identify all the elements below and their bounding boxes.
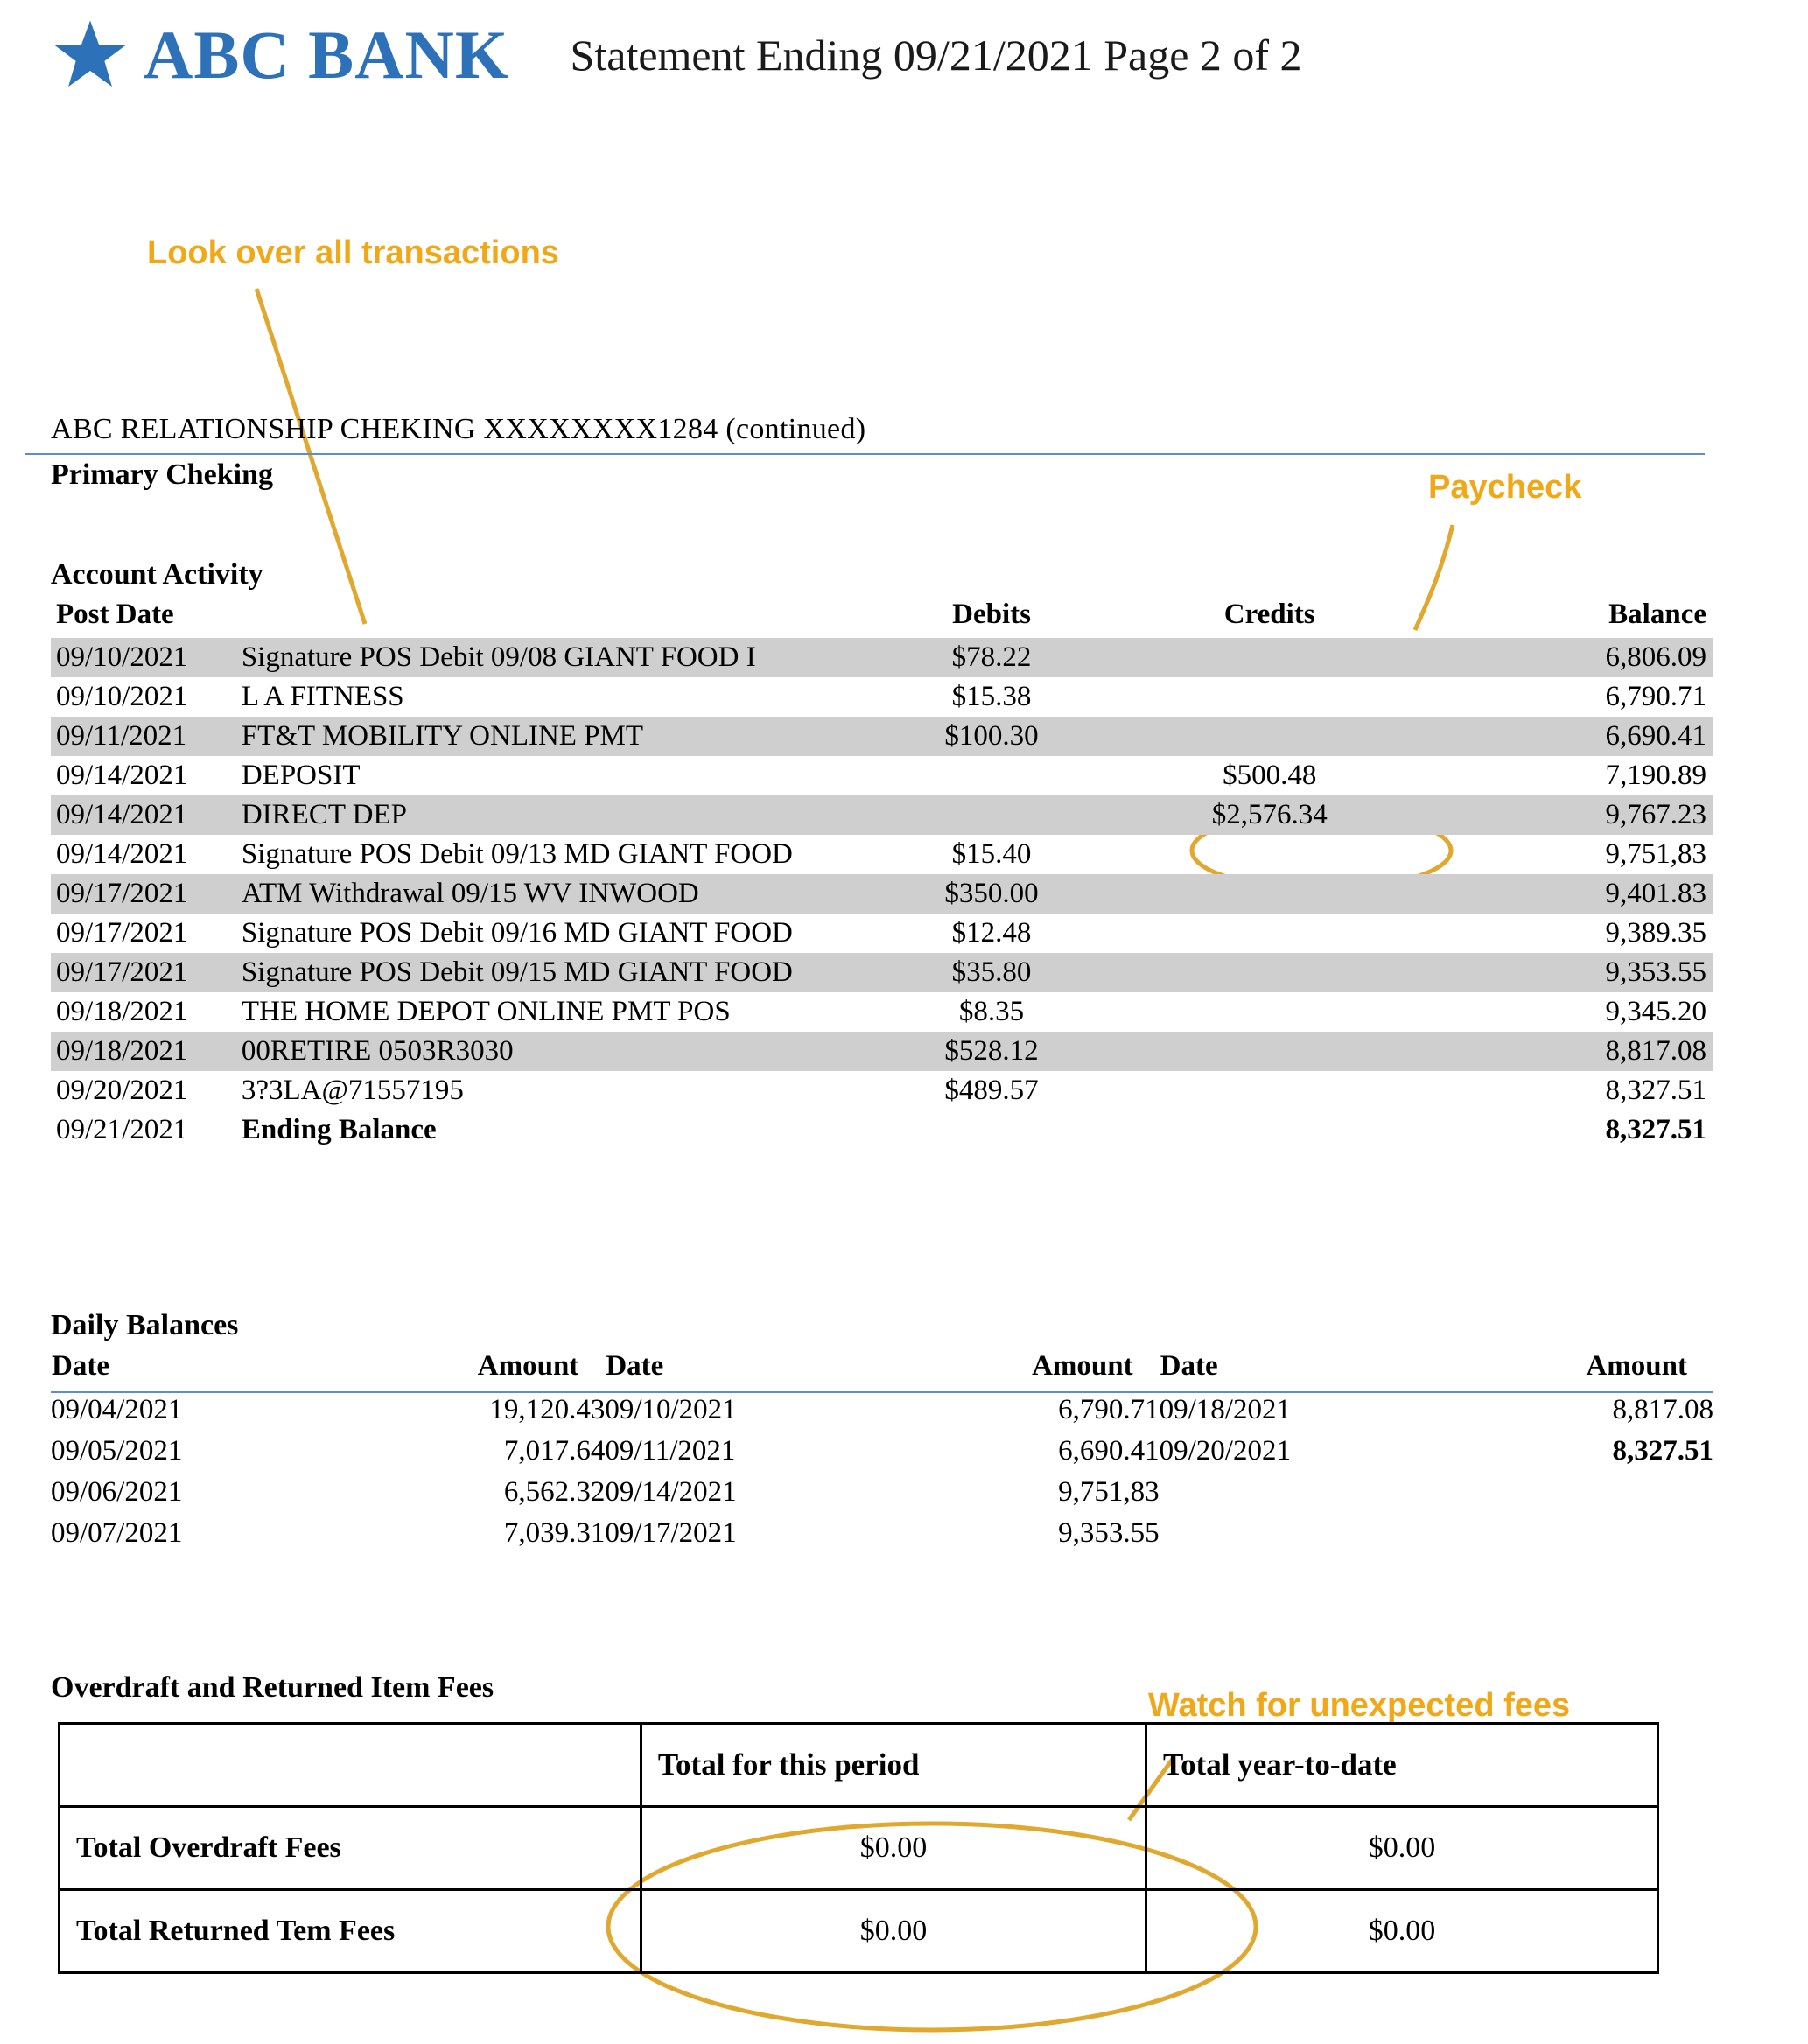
cell-credit: $2,576.34 [1124,795,1415,835]
cell-desc: L A FITNESS [241,681,404,712]
cell-debit [859,795,1125,835]
daily-balances-title: Daily Balances [51,1309,239,1341]
cell-amount [1412,1472,1713,1513]
cell-balance: 8,327.51 [1605,1074,1706,1106]
cell-date: 09/10/2021 [605,1394,737,1425]
cell-debit: $78.22 [859,638,1125,677]
cell-desc: DEPOSIT [241,760,361,791]
table-row [51,677,1713,717]
cell-date: 09/10/2021 [51,638,242,677]
cell-credit [1124,992,1415,1032]
daily-balances-table [51,1349,1713,1554]
overdraft-fees-table [58,1722,1659,1974]
col-debits: Debits [952,598,1031,630]
bank-name: ABC BANK [144,17,509,93]
table-row [51,1390,1713,1431]
cell-desc: Ending Balance [241,1114,437,1145]
cell-date: 09/05/2021 [51,1435,183,1466]
col-post-date: Post Date [56,598,174,630]
cell-balance: 9,389.35 [1605,917,1706,948]
cell-credit [1124,835,1415,874]
table-header-row [60,1724,1658,1807]
table-row [60,1807,1658,1890]
cell-desc: Signature POS Debit 09/08 GIANT FOOD I [242,638,859,677]
col-total-period: Total for this period [641,1724,1146,1807]
statement-title: Statement Ending 09/21/2021 Page 2 of 2 [570,31,1302,80]
cell-credit [1124,1032,1415,1071]
col-amount-1: Amount [477,1350,579,1382]
cell-balance: 8,817.08 [1415,1032,1713,1071]
cell-fee-period: $0.00 [641,1807,1146,1890]
cell-date: 09/11/2021 [51,717,242,756]
cell-amount: 7,039.31 [503,1517,606,1549]
cell-date: 09/11/2021 [605,1435,736,1466]
cell-date: 09/18/2021 [56,996,188,1027]
cell-debit: $100.30 [859,717,1125,756]
cell-date: 09/18/2021 [1159,1394,1291,1425]
cell-balance: 7,190.89 [1605,760,1706,791]
statement-header [53,7,1733,103]
cell-credit: $500.48 [1223,760,1317,791]
col-date-1: Date [52,1350,109,1382]
table-row [51,992,1713,1032]
cell-debit: $528.12 [859,1032,1125,1071]
account-type: Primary Cheking [51,458,274,491]
cell-date: 09/17/2021 [51,953,242,992]
cell-date [1160,1513,1413,1554]
table-header-row [51,1349,1713,1390]
cell-date: 09/10/2021 [56,681,188,712]
cell-balance: 6,790.71 [1605,681,1706,712]
cell-date: 09/21/2021 [56,1114,188,1145]
cell-date: 09/06/2021 [51,1476,183,1508]
cell-amount: 6,690.41 [1058,1435,1160,1466]
cell-desc: DIRECT DEP [242,795,859,835]
cell-balance: 9,353.55 [1415,953,1713,992]
cell-debit [859,756,1125,795]
table-row [51,1513,1713,1554]
cell-amount: 9,353.55 [1058,1517,1160,1549]
cell-balance: 9,401.83 [1415,874,1713,914]
cell-fee-ytd: $0.00 [1146,1890,1658,1973]
cell-credit [1124,717,1415,756]
table-row [51,1071,1713,1110]
table-row [51,795,1713,835]
cell-date [1160,1472,1413,1513]
star-icon [53,18,128,93]
cell-date: 09/18/2021 [51,1032,242,1071]
cell-debit [859,1110,1125,1150]
cell-date: 09/17/2021 [605,1517,737,1549]
cell-credit [1124,914,1415,953]
cell-amount: 7,017.64 [503,1435,606,1466]
cell-balance: 6,690.41 [1415,717,1713,756]
table-row [51,953,1713,992]
cell-debit: $12.48 [951,917,1032,948]
cell-desc: ATM Withdrawal 09/15 WV INWOOD [242,874,859,914]
col-credits: Credits [1223,598,1315,630]
col-description [242,598,859,638]
account-activity-title: Account Activity [51,558,263,591]
cell-amount [1412,1513,1713,1554]
callout-fees: Watch for unexpected fees [1148,1687,1571,1724]
col-balance: Balance [1608,598,1706,630]
cell-fee-period: $0.00 [641,1890,1146,1973]
table-row [51,835,1713,874]
cell-fee-label: Total Returned Tem Fees [60,1890,641,1973]
cell-desc: FT&T MOBILITY ONLINE PMT [242,717,859,756]
cell-desc: Signature POS Debit 09/16 MD GIANT FOOD [241,917,793,948]
cell-desc: Signature POS Debit 09/15 MD GIANT FOOD [242,953,859,992]
cell-credit [1124,638,1415,677]
col-total-ytd: Total year-to-date [1146,1724,1658,1807]
table-row [51,717,1713,756]
cell-amount: 19,120.43 [489,1394,606,1425]
cell-credit [1124,1071,1415,1110]
cell-desc: 00RETIRE 0503R3030 [242,1032,859,1071]
cell-credit [1124,1110,1415,1150]
col-amount-3: Amount [1586,1350,1687,1382]
cell-date: 09/20/2021 [56,1074,188,1106]
cell-date: 09/20/2021 [1159,1435,1291,1466]
cell-credit [1124,874,1415,914]
cell-balance: 9,345.20 [1605,996,1706,1027]
table-row [60,1890,1658,1973]
cell-debit: $350.00 [859,874,1125,914]
cell-amount: 9,751,83 [1058,1476,1160,1508]
divider-top [25,453,1705,455]
callout-transactions: Look over all transactions [147,234,559,271]
cell-debit: $489.57 [944,1074,1039,1106]
cell-date: 09/14/2021 [56,760,188,791]
cell-desc: Signature POS Debit 09/13 MD GIANT FOOD [241,838,793,870]
table-row [51,1032,1713,1071]
table-row-ending-balance [51,1110,1713,1150]
table-row [51,1431,1713,1472]
cell-date: 09/17/2021 [51,874,242,914]
cell-date: 09/14/2021 [51,795,242,835]
cell-debit: $15.38 [951,681,1032,712]
table-row [51,638,1713,677]
cell-amount: 8,817.08 [1612,1394,1713,1425]
cell-amount: 8,327.51 [1612,1435,1713,1466]
table-header-row [51,598,1713,638]
table-row [51,874,1713,914]
cell-fee-label: Total Overdraft Fees [60,1807,641,1890]
account-line: ABC RELATIONSHIP CHEKING XXXXXXXX1284 (continued) [51,413,866,445]
cell-date: 09/17/2021 [56,917,188,948]
col-blank [60,1724,641,1807]
table-row [51,914,1713,953]
table-row [51,1472,1713,1513]
cell-date: 09/04/2021 [51,1394,183,1425]
cell-date: 09/14/2021 [605,1476,737,1508]
cell-date: 09/07/2021 [51,1517,183,1549]
cell-debit: $15.40 [951,838,1032,870]
col-date-3: Date [1160,1350,1218,1382]
cell-amount: 6,562.32 [503,1476,606,1508]
cell-balance: 9,767.23 [1415,795,1713,835]
account-activity-table [51,598,1713,1150]
cell-debit: $8.35 [958,996,1025,1027]
callout-paycheck: Paycheck [1428,469,1582,506]
cell-credit [1124,677,1415,717]
cell-desc: THE HOME DEPOT ONLINE PMT POS [241,996,731,1027]
col-amount-2: Amount [1032,1350,1133,1382]
fees-title: Overdraft and Returned Item Fees [51,1671,494,1704]
cell-credit [1124,953,1415,992]
cell-balance: 9,751,83 [1605,838,1706,870]
cell-fee-ytd: $0.00 [1146,1807,1658,1890]
cell-date: 09/14/2021 [56,838,188,870]
col-date-2: Date [606,1350,664,1382]
table-row [51,756,1713,795]
cell-balance: 6,806.09 [1415,638,1713,677]
cell-debit: $35.80 [859,953,1125,992]
cell-desc: 3?3LA@71557195 [241,1074,464,1106]
cell-amount: 6,790.71 [1058,1394,1160,1425]
cell-balance: 8,327.51 [1605,1114,1706,1145]
